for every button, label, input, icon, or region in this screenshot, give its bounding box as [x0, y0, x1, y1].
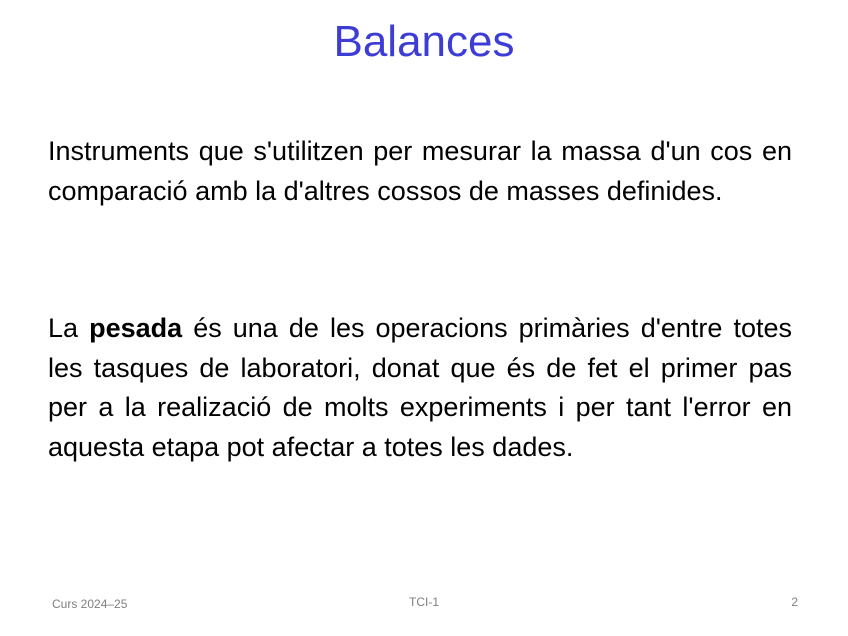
paragraph-text-after: és una de les operacions primàries d'entre totes les tasques de laboratori, donat que és de fet el primer pas per a la realizació de molts experiments i per tant l'error en aquesta etapa pot afectar a totes les dades. — [48, 313, 792, 463]
definition-paragraph: Instruments que s'utilitzen per mesurar la massa d'un cos en comparació amb la d'altres cossos de masses definides. — [48, 136, 792, 206]
slide-title: Balances — [333, 17, 515, 66]
footer-page-number: 2 — [791, 595, 798, 609]
footer-course-year: Curs 2024–25 — [52, 597, 128, 611]
bold-term-pesada: pesada — [89, 313, 183, 343]
weighing-paragraph — [48, 309, 792, 468]
footer-course-code: TCI-1 — [409, 595, 439, 609]
paragraph-text-before: La — [48, 313, 90, 343]
